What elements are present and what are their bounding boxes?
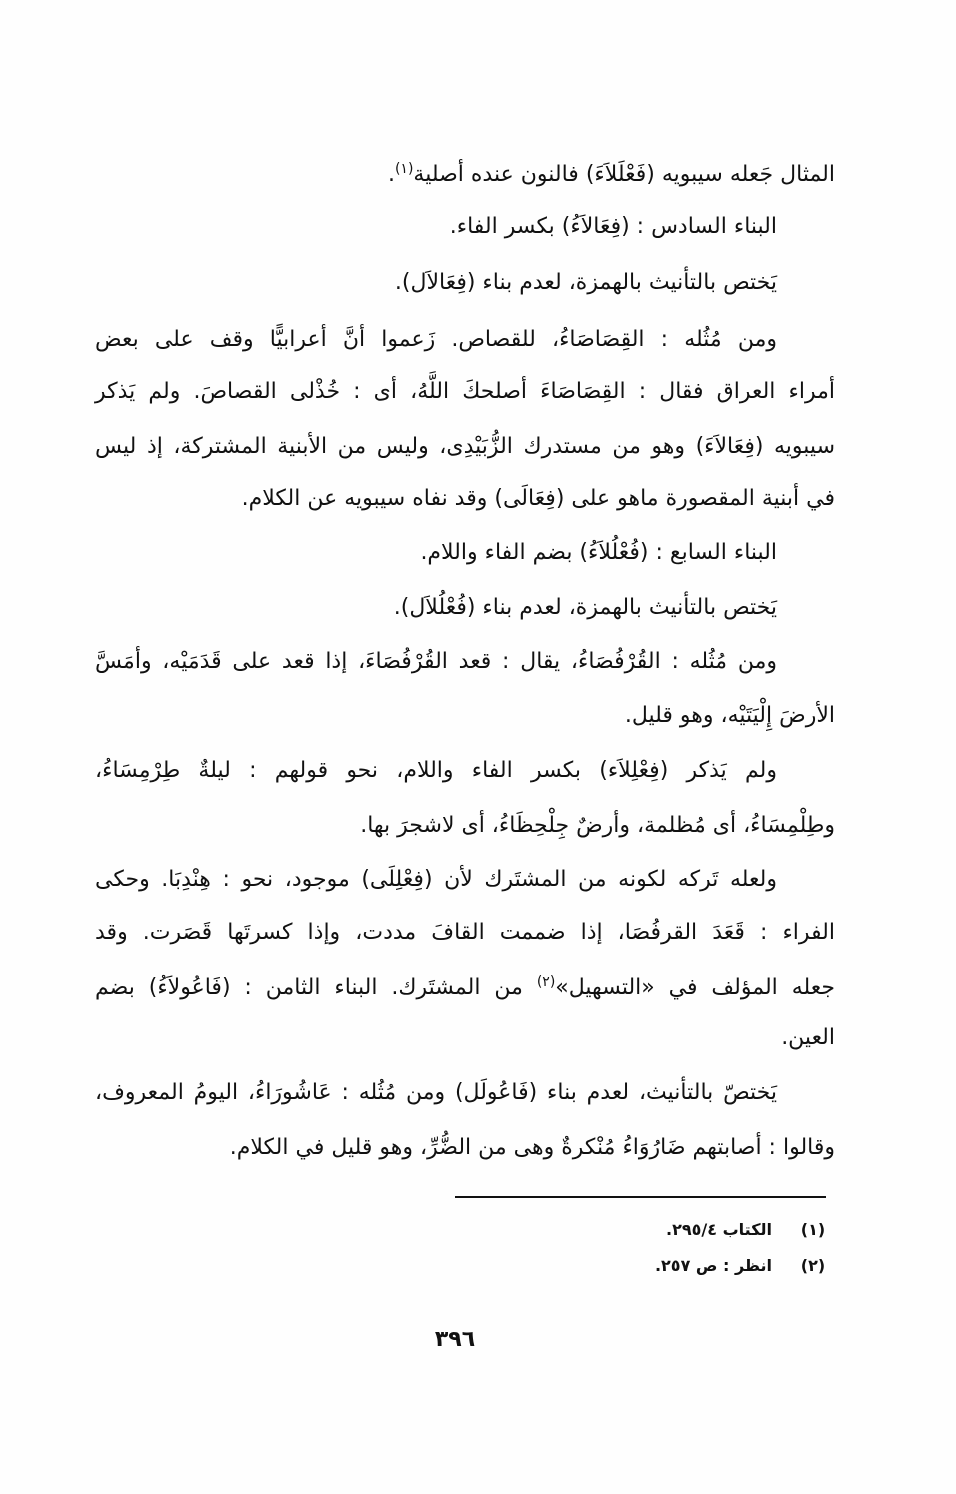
footnote-text: الكتاب ٢٩٥/٤. <box>666 1220 772 1239</box>
footnote-text: انظر : ص ٢٥٧. <box>654 1256 772 1275</box>
footnote-ref: (١) <box>394 161 414 177</box>
text-line: في أبنية المقصورة ماهو على (فِعَالَى) وقد نفاه سيبويه عن الكلام. <box>241 486 835 511</box>
footnote <box>400 1254 828 1278</box>
text-line: يَختص بالتأنيث بالهمزة، لعدم بناء (فُعْلُلاَل). <box>393 595 777 620</box>
text-segment: المثال جَعله سيبويه (فَعْلَلاَءَ) فالنون عنده أصلية <box>413 162 835 187</box>
text-line: البناء السادس : (فِعَالاَءُ) بكسر الفاء. <box>449 214 777 239</box>
footnote-marker: (٢) <box>800 1256 826 1275</box>
text-line: الفراء : قَعَدَ القرفُصَا، إذا ضممت القافَ مددت، وإذا كسرتَها قَصَرت. وقد <box>95 920 835 945</box>
text-line <box>95 155 835 195</box>
text-line: ومن مُثُله : القِصَاصَاءُ، للقصاص. زَعموا أنَّ أعرابيًّا وقف على بعض <box>95 327 777 352</box>
text-line: ومن مُثُله : القُرْفُصَاءُ، يقال : قعد القُرْفُصَاءَ، إذا قعد على قَدَمَيْه، وأمَسَّ <box>95 649 777 674</box>
text-line: أمراء العراق فقال : القِصَاصَاءَ أصلحكَ اللَّهُ، أى : خُذْلى القصاصَ. ولم يَذكر <box>95 379 835 404</box>
text-line: الأرضَ إِلْيَتَيْه، وهو قليل. <box>624 703 835 728</box>
text-line <box>95 968 835 1008</box>
text-line: سيبويه (فِعَالاَءَ) وهو من مستدرك الزُّبَيْدِى، وليس من الأبنية المشتركة، إذ ليس <box>95 434 835 459</box>
text-line: البناء السابع : (فُعْلُلاَءُ) بضم الفاء واللام. <box>420 540 777 565</box>
text-line: يَختصّ بالتأنيث، لعدم بناء (فَاعُولَل) ومن مُثُله : عَاشُورَاءُ، اليومُ المعروف، <box>95 1080 777 1105</box>
text-line: ولعله تَركه لكونه من المشتَرك لأن (فِعْلِلَى) موجود، نحو : هِنْدِبَا. وحكى <box>95 867 777 892</box>
footnote-separator <box>455 1196 826 1198</box>
text-segment: . <box>387 162 395 187</box>
text-line: وقالوا : أصابتهم ضَارُوَاءُ مُنْكرةٌ وهى من الضُّرِّ، وهو قليل في الكلام. <box>229 1135 835 1160</box>
text-segment: جعله المؤلف في «التسهيل» <box>555 975 835 1000</box>
text-line: وطِلْمِسَاءُ، أى مُظلمة، وأرضٌ جِلْحِظَاءُ، أى لاشجرَ بها. <box>360 813 835 838</box>
footnote-ref: (٢) <box>536 974 556 990</box>
text-segment: من المشتَرك. البناء الثامن : (فَاعُولاَءُ) بضم <box>95 975 537 1000</box>
footnote <box>400 1218 828 1242</box>
text-line: ولم يَذكر (فِعْلِلاَء) بكسر الفاء واللام، نحو قولهم : ليلةٌ طِرْمِسَاءُ، <box>95 758 777 783</box>
footnote-marker: (١) <box>800 1220 826 1239</box>
text-line: العين. <box>781 1025 835 1050</box>
text-line: يَختص بالتأنيث بالهمزة، لعدم بناء (فِعَالاَل). <box>394 270 777 295</box>
page-number: ٣٩٦ <box>434 1327 476 1352</box>
